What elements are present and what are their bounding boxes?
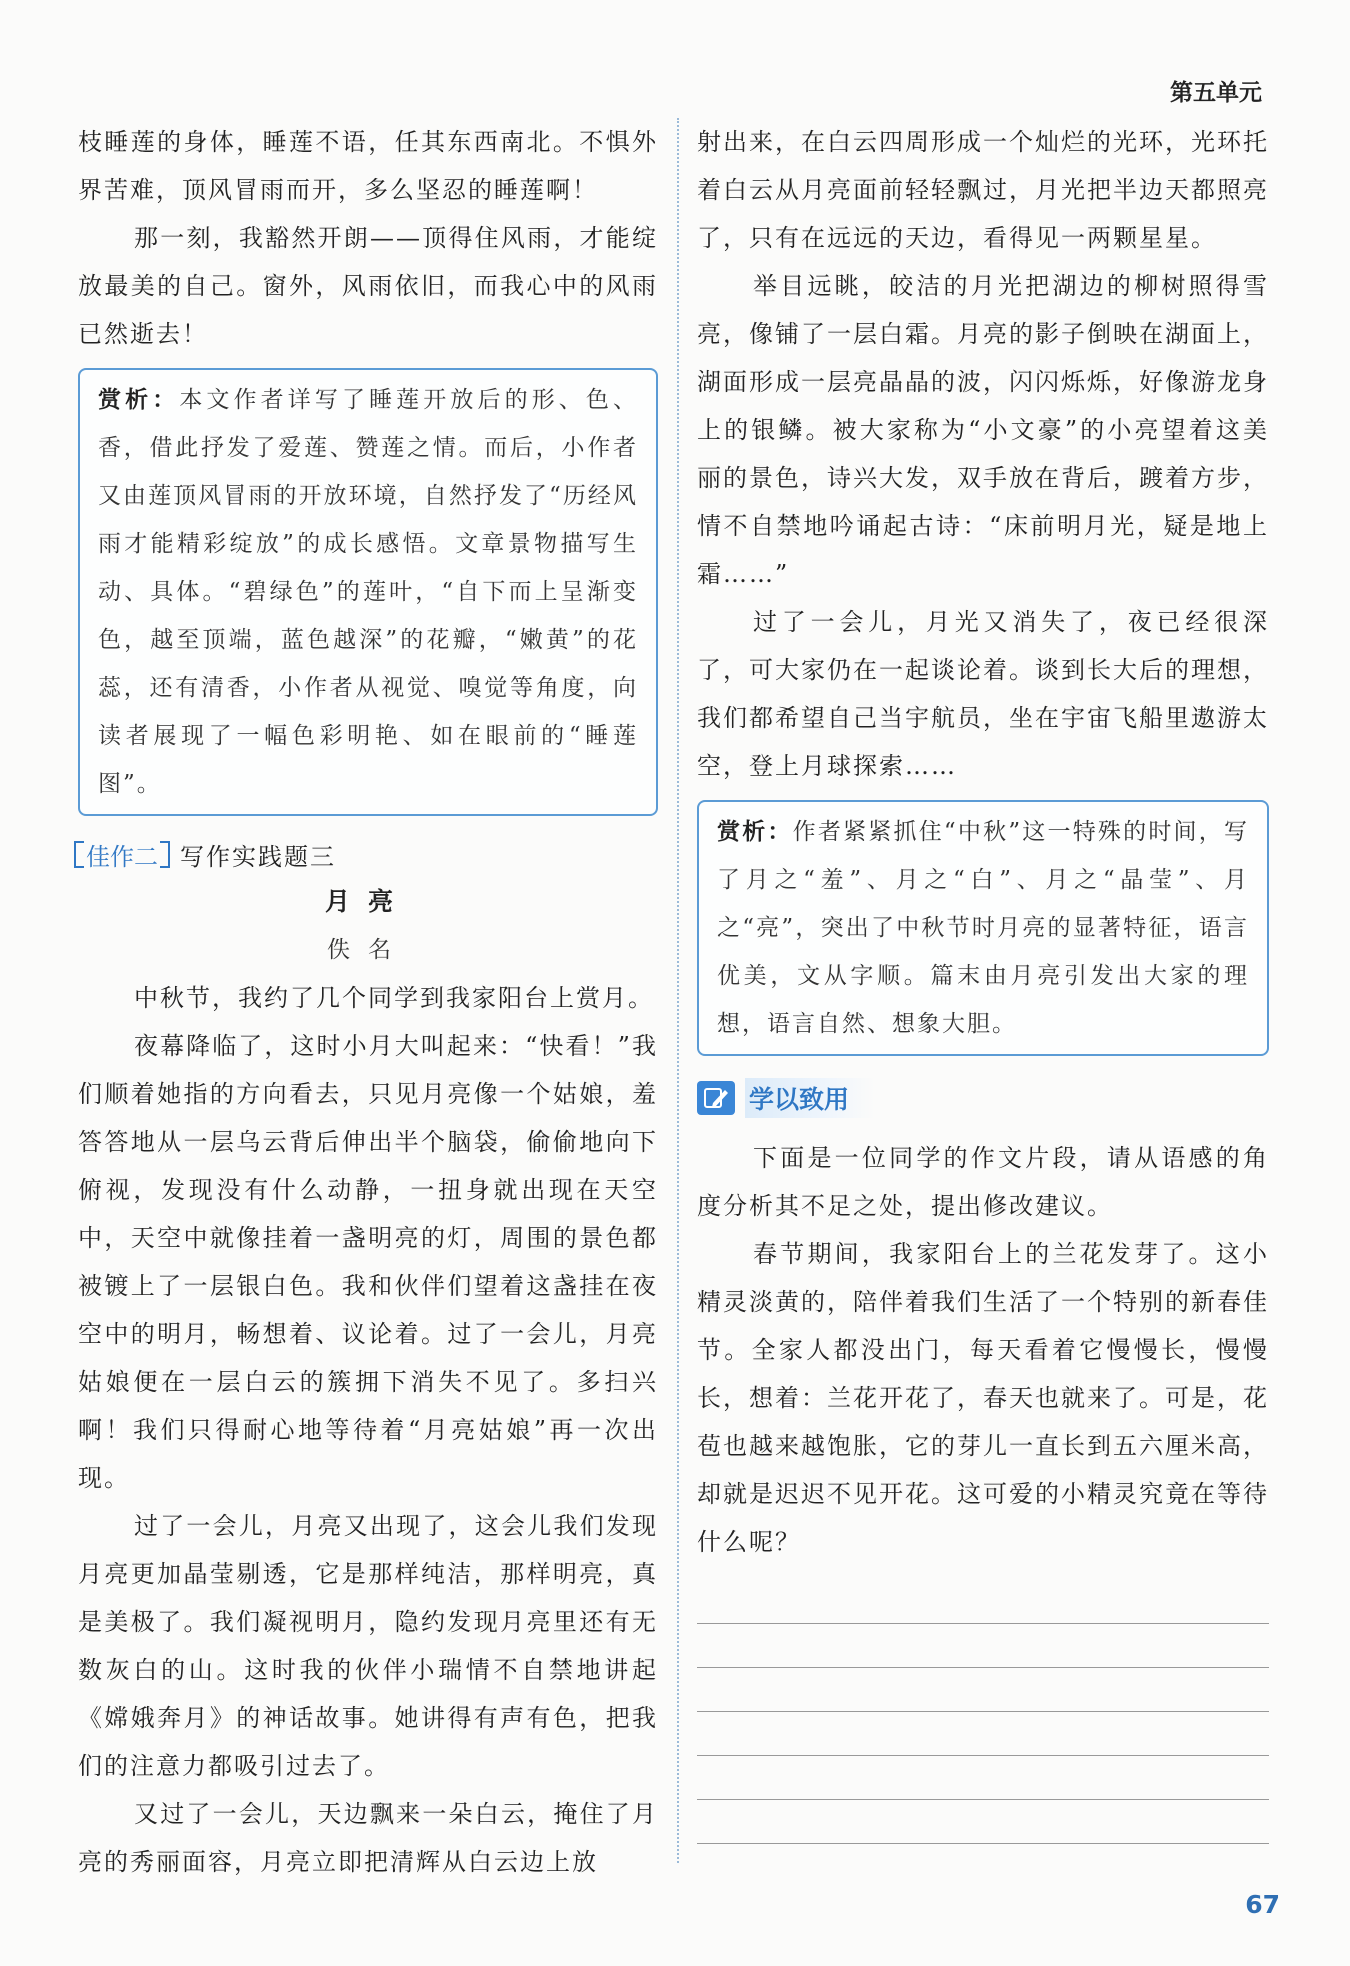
essay-author: 佚名 — [327, 937, 409, 963]
practice-banner — [697, 1074, 1269, 1122]
practice-title: 学以致用 — [745, 1078, 875, 1118]
commentary-1-label: 赏析： — [98, 387, 180, 413]
page-number: 67 — [1245, 1890, 1280, 1919]
commentary-2-content — [717, 808, 1249, 1048]
practice-instruction: 下面是一位同学的作文片段，请从语感的角度分析其不足之处，提出修改建议。 — [697, 1144, 1269, 1220]
section-tag: 佳作二 — [78, 837, 166, 872]
answer-line[interactable] — [697, 1712, 1269, 1756]
essay-conclusion-paragraph: 那一刻，我豁然开朗——顶得住风雨，才能绽放最美的自己。窗外，风雨依旧，而我心中的风雨已然逝去！ — [78, 224, 658, 348]
commentary-1-text: 本文作者详写了睡莲开放后的形、色、香，借此抒发了爱莲、赞莲之情。而后，小作者又由莲顶风冒雨的开放环境，自然抒发了“历经风雨才能精彩绽放”的成长感悟。文章景物描写生动、具体。“碧绿色”的莲叶，“自下而上呈渐变色，越至顶端，蓝色越深”的花瓣，“嫩黄”的花蕊，还有清香，小作者从视觉、嗅觉等角度，向读者展现了一幅色彩明艳、如在眼前的“睡莲图”。 — [98, 387, 639, 797]
essay-title: 月亮 — [324, 887, 411, 916]
essay-paragraph: 夜幕降临了，这时小月大叫起来：“快看！”我们顺着她指的方向看去，只见月亮像一个姑娘，羞答答地从一层乌云背后伸出半个脑袋，偷偷地向下俯视，发现没有什么动静，一扭身就出现在天空中，天空中就像挂着一盏明亮的灯，周围的景色都被镀上了一层银白色。我和伙伴们望着这盏挂在夜空中的明月，畅想着、议论着。过了一会儿，月亮姑娘便在一层白云的簇拥下消失不见了。多扫兴啊！我们只得耐心地等待着“月亮姑娘”再一次出现。 — [78, 1032, 658, 1492]
column-divider — [677, 118, 679, 1863]
unit-header: 第五单元 — [1170, 80, 1262, 106]
pen-writing-icon — [697, 1081, 735, 1115]
answer-line[interactable] — [697, 1580, 1269, 1624]
commentary-1-content — [98, 376, 638, 808]
commentary-box-1 — [78, 368, 658, 816]
answer-line[interactable] — [697, 1800, 1269, 1844]
answer-line[interactable] — [697, 1668, 1269, 1712]
essay-paragraph: 过了一会儿，月亮又出现了，这会儿我们发现月亮更加晶莹剔透，它是那样纯洁，那样明亮，真是美极了。我们凝视明月，隐约发现月亮里还有无数灰白的山。这时我的伙伴小瑞情不自禁地讲起《嫦娥奔月》的神话故事。她讲得有声有色，把我们的注意力都吸引过去了。 — [78, 1512, 658, 1780]
essay-paragraph: 中秋节，我约了几个同学到我家阳台上赏月。 — [134, 984, 654, 1012]
essay-paragraph: 举目远眺，皎洁的月光把湖边的柳树照得雪亮，像铺了一层白霜。月亮的影子倒映在湖面上，湖面形成一层亮晶晶的波，闪闪烁烁，好像游龙身上的银鳞。被大家称为“小文豪”的小亮望着这美丽的景色，诗兴大发，双手放在背后，踱着方步，情不自禁地吟诵起古诗：“床前明月光，疑是地上霜……” — [697, 272, 1269, 588]
right-column — [697, 118, 1269, 1844]
commentary-2-label: 赏析： — [717, 819, 793, 845]
section-heading — [78, 830, 658, 878]
practice-excerpt: 春节期间，我家阳台上的兰花发芽了。这小精灵淡黄的，陪伴着我们生活了一个特别的新春佳节。全家人都没出门，每天看着它慢慢长，慢慢长，想着：兰花开花了，春天也就来了。可是，花苞也越来越饱胀，它的芽儿一直长到五六厘米高，却就是迟迟不见开花。这可爱的小精灵究竟在等待什么呢？ — [697, 1240, 1269, 1556]
answer-line[interactable] — [697, 1756, 1269, 1800]
essay-paragraph: 射出来，在白云四周形成一个灿烂的光环，光环托着白云从月亮面前轻轻飘过，月光把半边天都照亮了，只有在远远的天边，看得见一两颗星星。 — [697, 128, 1269, 252]
section-heading-text: 写作实践题三 — [180, 842, 336, 871]
commentary-2-text: 作者紧紧抓住“中秋”这一特殊的时间，写了月之“羞”、月之“白”、月之“晶莹”、月之“亮”，突出了中秋节时月亮的显著特征，语言优美，文从字顺。篇末由月亮引发出大家的理想，语言自然、想象大胆。 — [717, 819, 1249, 1037]
answer-area — [697, 1580, 1269, 1844]
commentary-box-2 — [697, 800, 1269, 1056]
essay-continuation-paragraph: 枝睡莲的身体，睡莲不语，任其东西南北。不惧外界苦难，顶风冒雨而开，多么坚忍的睡莲啊！ — [78, 128, 658, 204]
left-column — [78, 118, 658, 1886]
essay-paragraph: 又过了一会儿，天边飘来一朵白云，掩住了月亮的秀丽面容，月亮立即把清辉从白云边上放 — [78, 1800, 658, 1876]
answer-line[interactable] — [697, 1624, 1269, 1668]
essay-paragraph: 过了一会儿，月光又消失了，夜已经很深了，可大家仍在一起谈论着。谈到长大后的理想，我们都希望自己当宇航员，坐在宇宙飞船里遨游太空，登上月球探索…… — [697, 608, 1269, 780]
